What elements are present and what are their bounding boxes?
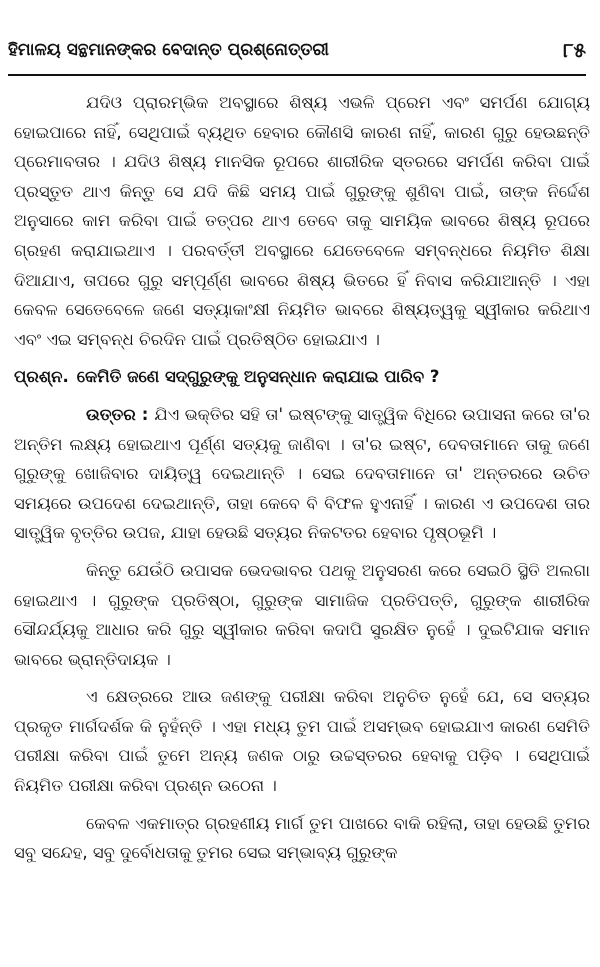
header-rule bbox=[8, 74, 586, 76]
answer-label: ଉତ୍ତର : bbox=[86, 404, 149, 424]
answer-text: ଯିଏ ଭକ୍ତିର ସହି ତା' ଇଷ୍ଟଙ୍କୁ ସାତ୍ତ୍ୱିକ ବିଧିରେ ଉପାସନା କରେ ତା'ର ଅନ୍ତିମ ଲକ୍ଷ୍ୟ ହୋଇଥାଏ ପୂର୍ଣ୍ଣ ସତ୍ୟକୁ ଜାଣିବା । ତା'ର ଇଷ୍ଟ, ଦେବତାମାନେ ତାକୁ ଜଣେ ଗୁରୁଙ୍କୁ ଖୋଜିବାର ଦାୟିତ୍ୱ ଦେଇଥାନ୍ତି । ସେଇ ଦେବତାମାନେ ତା' ଅନ୍ତରରେ ଉଚିତ ସମୟରେ ଉପଦେଶ ଦେଇଥାନ୍ତି, ତାହା କେବେ ବି ବିଫଳ ହୁଏନାହିଁ । କାରଣ ଏ ଉପଦେଶ ତାର ସାତ୍ତ୍ୱିକ ବୃତ୍ତିର ଉପଜ, ଯାହା ହେଉଛି ସତ୍ୟର ନିକଟତର ହେବାର ପୃଷ୍ଠଭୂମି । bbox=[14, 404, 591, 543]
page-header bbox=[8, 40, 586, 70]
paragraph: କିନ୍ତୁ ଯେଉଁଠି ଉପାସକ ଭେଦଭାବର ପଥକୁ ଅନୁସରଣ କରେ ସେଇଠି ସ୍ଥିତି ଅଲଗା ହୋଇଥାଏ । ଗୁରୁଙ୍କ ପ୍ରତିଷ୍ଠା, ଗୁରୁଙ୍କ ସାମାଜିକ ପ୍ରତିପତ୍ତି, ଗୁରୁଙ୍କ ଶାରୀରିକ ସୌନ୍ଦର୍ଯ୍ୟକୁ ଆଧାର କରି ଗୁରୁ ସ୍ୱୀକାର କରିବା କଦାପି ସୁରକ୍ଷିତ ନୁହେଁ । ଦୁଇଟିଯାକ ସମାନ ଭାବରେ ଭ୍ରାନ୍ତିଦାୟକ । bbox=[14, 560, 590, 669]
running-head: ହିମାଳୟ ସନ୍ଥମାନଙ୍କର ବେଦାନ୍ତ ପ୍ରଶ୍ନୋତ୍ତରୀ bbox=[8, 40, 329, 60]
page-number: ୮୫ bbox=[563, 38, 586, 62]
answer-paragraph bbox=[14, 400, 590, 548]
question-label: ପ୍ରଶ୍ନ. bbox=[14, 367, 69, 387]
question-text: କେମିତି ଜଣେ ସଦ୍‌ଗୁରୁଙ୍କୁ ଅନୁସନ୍ଧାନ କରାଯାଇ ପାରିବ ? bbox=[76, 367, 440, 387]
body-text bbox=[14, 88, 590, 876]
paragraph: ଏ କ୍ଷେତ୍ରରେ ଆଉ ଜଣଙ୍କୁ ପରୀକ୍ଷା କରିବା ଅନୁଚିତ ନୁହେଁ ଯେ, ସେ ସତ୍ୟର ପ୍ରକୃତ ମାର୍ଗଦର୍ଶକ କି ନୁହଁନ୍ତି । ଏହା ମଧ୍ୟ ତୁମ ପାଇଁ ଅସମ୍ଭବ ହୋଇଯାଏ କାରଣ ସେମିତି ପରୀକ୍ଷା କରିବା ପାଇଁ ତୁମେ ଅନ୍ୟ ଜଣକ ଠାରୁ ଉଚ୍ଚସ୍ତରର ହେବାକୁ ପଡ଼ିବ । ସେଥିପାଇଁ ନିୟମିତ ପରୀକ୍ଷା କରିବା ପ୍ରଶ୍ନ ଉଠେନା । bbox=[14, 687, 590, 796]
question bbox=[14, 362, 590, 392]
paragraph: କେବଳ ଏକମାତ୍ର ଗ୍ରହଣୀୟ ମାର୍ଗ ତୁମ ପାଖରେ ବାକି ରହିଲା, ତାହା ହେଉଛି ତୁମର ସବୁ ସନ୍ଦେହ, ସବୁ ଦୁର୍ବୋଧତାକୁ ତୁମର ସେଇ ସମ୍ଭାବ୍ୟ ଗୁରୁଙ୍କ bbox=[14, 813, 590, 863]
paragraph: ଯଦିଓ ପ୍ରାରମ୍ଭିକ ଅବସ୍ଥାରେ ଶିଷ୍ୟ ଏଭଳି ପ୍ରେମ ଏବଂ ସମର୍ପଣ ଯୋଗ୍ୟ ହୋଇପାରେ ନାହିଁ, ସେଥିପାଇଁ ବ୍ୟଥିତ ହେବାର କୌଣସି କାରଣ ନାହିଁ, କାରଣ ଗୁରୁ ହେଉଛନ୍ତି ପ୍ରେମାବତାର । ଯଦିଓ ଶିଷ୍ୟ ମାନସିକ ରୂପରେ ଶାରୀରିକ ସ୍ତରରେ ସମର୍ପଣ କରିବା ପାଇଁ ପ୍ରସ୍ତୁତ ଥାଏ କିନ୍ତୁ ସେ ଯଦି କିଛି ସମୟ ପାଇଁ ଗୁରୁଙ୍କୁ ଶୁଣିବା ପାଇଁ, ତାଙ୍କ ନିର୍ଦ୍ଦେଶ ଅନୁସାରେ କାମ କରିବା ପାଇଁ ତତ୍ପର ଥାଏ ତେବେ ତାକୁ ସାମୟିକ ଭାବରେ ଶିଷ୍ୟ ରୂପରେ ଗ୍ରହଣ କରାଯାଇଥାଏ । ପରବର୍ତ୍ତୀ ଅବସ୍ଥାରେ ଯେତେବେଳେ ସମ୍ବନ୍ଧରେ ନିୟମିତ ଶିକ୍ଷା ଦିଆଯାଏ, ତାପରେ ଗୁରୁ ସମ୍ପୂର୍ଣ୍ଣ ଭାବରେ ଶିଷ୍ୟ ଭିତରେ ହିଁ ନିବାସ କରିଯାଆନ୍ତି । ଏହା କେବଳ ସେତେବେଳେ ଜଣେ ସତ୍ୟାକାଂକ୍ଷୀ ନିୟମିତ ଭାବରେ ଶିଷ୍ୟତ୍ୱକୁ ସ୍ୱୀକାର କରିଥାଏ ଏବଂ ଏଇ ସମ୍ବନ୍ଧ ଚିରଦିନ ପାଇଁ ପ୍ରତିଷ୍ଠିତ ହୋଇଯାଏ । bbox=[14, 93, 590, 349]
